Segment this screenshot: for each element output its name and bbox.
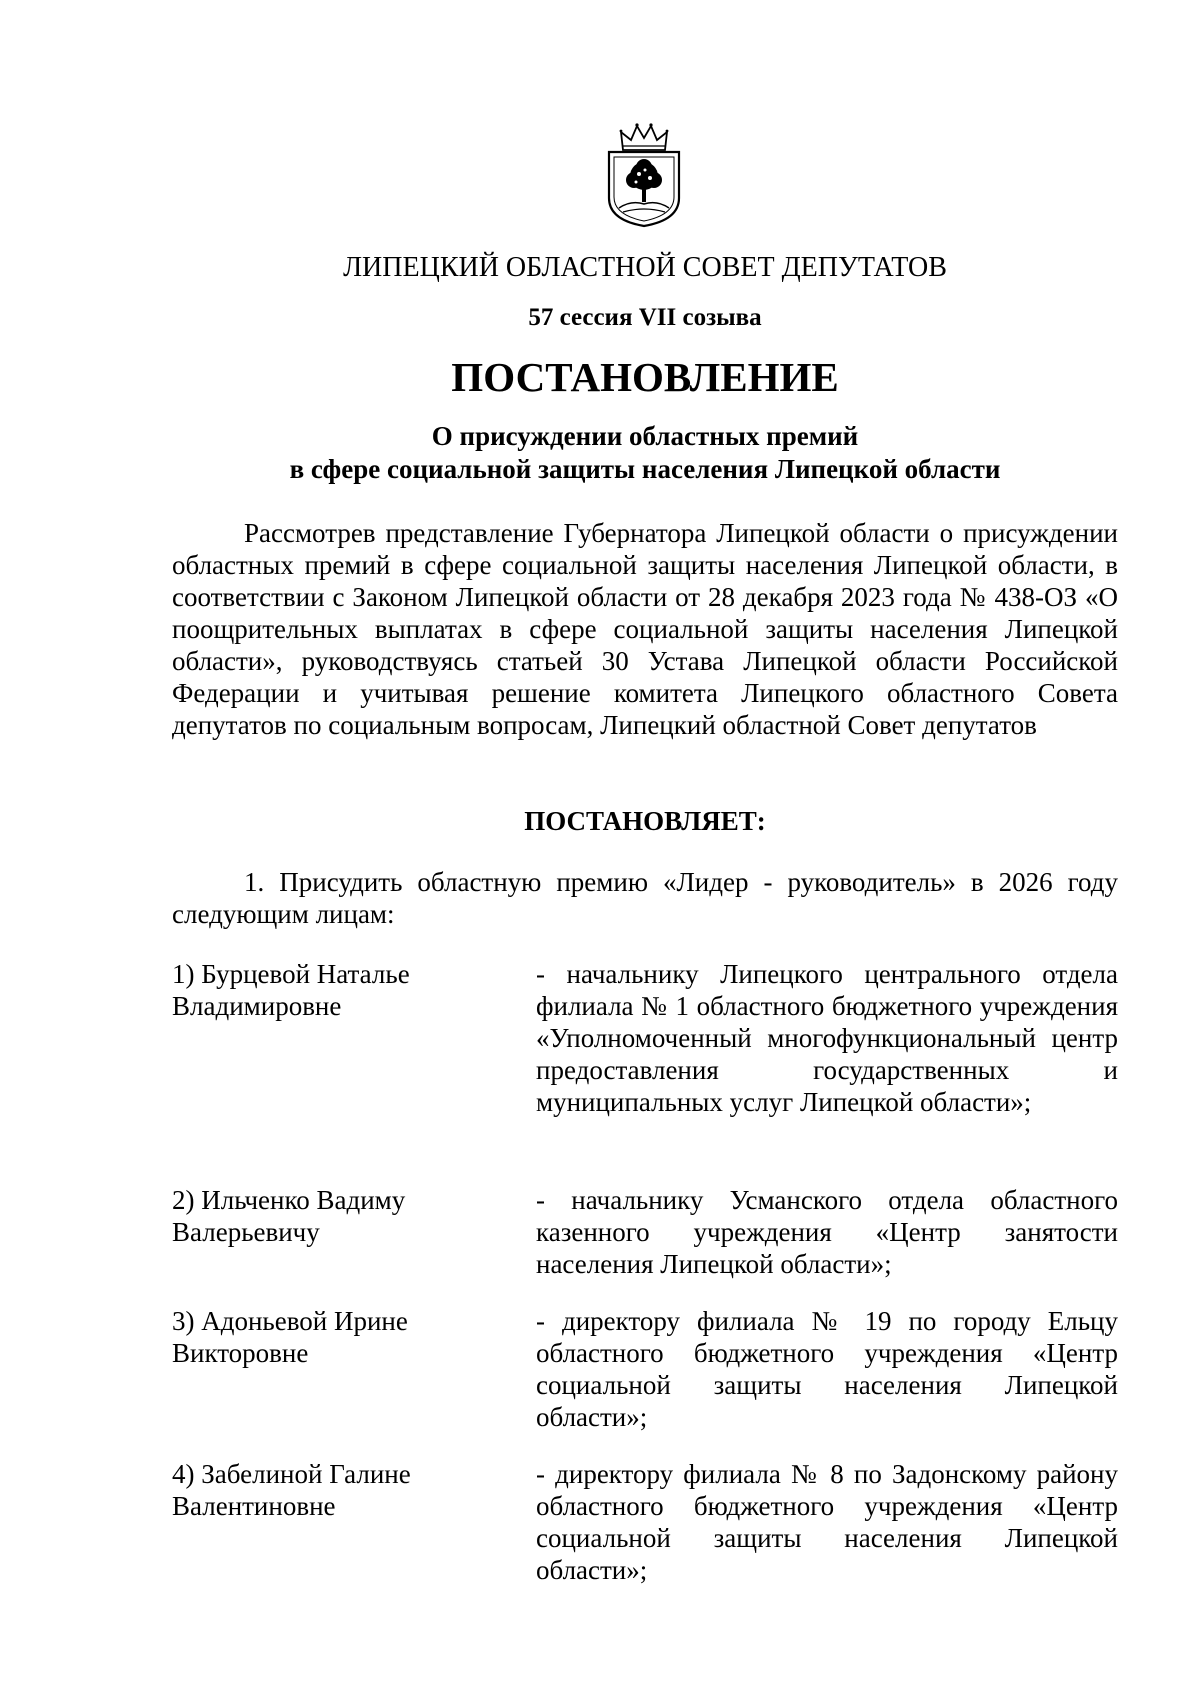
item-1-paragraph: 1. Присудить областную премию «Лидер - руководитель» в 2026 году следующим лицам: — [172, 867, 1118, 929]
session-line: 57 сессия VII созыва — [528, 304, 762, 331]
awardee-name: 2) Ильченко Вадиму Валерьевичу — [172, 1185, 406, 1247]
awardee-name: 4) Забелиной Галине Валентиновне — [172, 1459, 411, 1521]
awardee-position: - начальнику Усманского отдела областного казенного учреждения «Центр занятости населения Липецкой области»; — [536, 1185, 1118, 1279]
coat-of-arms-icon — [601, 120, 687, 228]
resolves-heading: ПОСТАНОВЛЯЕТ: — [524, 806, 766, 836]
awardee-position: - директору филиала № 19 по городу Ельцу областного бюджетного учреждения «Центр социальной защиты населения Липецкой области»; — [536, 1306, 1118, 1432]
awardee-position: - начальнику Липецкого центрального отдела филиала № 1 областного бюджетного учреждения «Уполномоченный многофункциональный центр предоставления государственных и муниципальных услуг Липецкой области»; — [536, 959, 1118, 1117]
awardee-name: 3) Адоньевой Ирине Викторовне — [172, 1306, 408, 1368]
preamble-paragraph: Рассмотрев представление Губернатора Липецкой области о присуждении областных премий в сфере социальной защиты населения Липецкой области, в соответствии с Законом Липецкой области от 28 декабря 2023 года № 438-ОЗ «О поощрительных выплатах в сфере социальной защиты населения Липецкой области», руководствуясь статьей 30 Устава Липецкой области Российской Федерации и учитывая решение комитета Липецкого областного Совета депутатов по социальным вопросам, Липецкий областной Совет депутатов — [172, 518, 1118, 740]
subject-line-2: в сфере социальной защиты населения Липецкой области — [289, 454, 1001, 484]
document-subject — [170, 420, 1120, 486]
document-type: ПОСТАНОВЛЕНИЕ — [451, 354, 839, 400]
awardee-name: 1) Бурцевой Наталье Владимировне — [172, 959, 410, 1021]
subject-line-1: О присуждении областных премий — [431, 421, 859, 451]
council-name: ЛИПЕЦКИЙ ОБЛАСТНОЙ СОВЕТ ДЕПУТАТОВ — [343, 252, 947, 283]
awardee-position: - директору филиала № 8 по Задонскому району областного бюджетного учреждения «Центр социальной защиты населения Липецкой области»; — [536, 1459, 1118, 1585]
